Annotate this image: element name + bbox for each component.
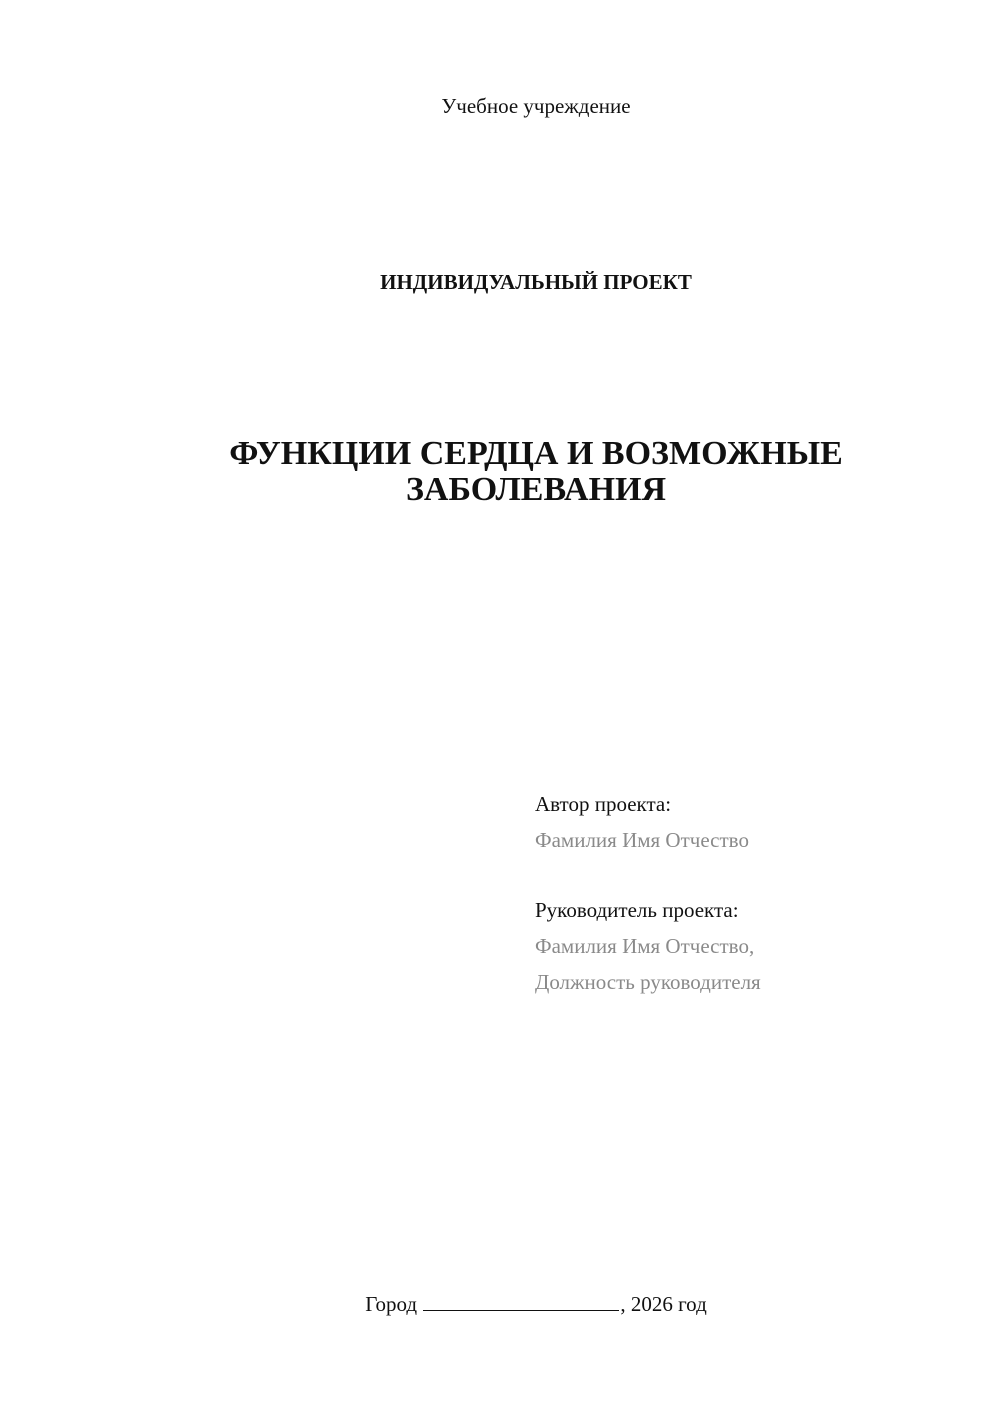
year-text: , 2026 год bbox=[620, 1292, 707, 1316]
author-label: Автор проекта: bbox=[535, 792, 672, 816]
footer-city-year bbox=[0, 1288, 1000, 1320]
project-title bbox=[100, 436, 972, 508]
supervisor-label: Руководитель проекта: bbox=[535, 898, 739, 922]
city-label: Город bbox=[365, 1292, 418, 1316]
city-blank-line bbox=[423, 1290, 619, 1311]
institution-name: Учебное учреждение bbox=[441, 94, 631, 118]
supervisor-position: Должность руководителя bbox=[535, 970, 761, 994]
project-title-line-1: ФУНКЦИИ СЕРДЦА И ВОЗМОЖНЫЕ bbox=[229, 435, 843, 472]
supervisor-name: Фамилия Имя Отчество, bbox=[535, 934, 755, 958]
document-type: ИНДИВИДУАЛЬНЫЙ ПРОЕКТ bbox=[380, 270, 692, 294]
supervisor-block bbox=[535, 892, 955, 1000]
author-block bbox=[535, 786, 955, 858]
project-title-line-2: ЗАБОЛЕВАНИЯ bbox=[405, 471, 667, 508]
author-name: Фамилия Имя Отчество bbox=[535, 828, 749, 852]
